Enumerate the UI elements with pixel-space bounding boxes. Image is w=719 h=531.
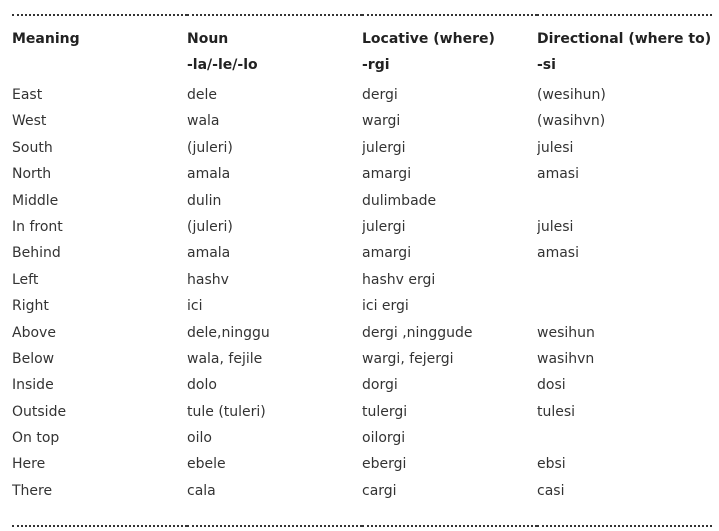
cell-directional: amasi [537,245,579,262]
cell-noun: wala, fejile [187,350,263,367]
cell-noun: wala [187,113,220,130]
cell-locative: ebergi [362,456,407,473]
cell-directional [537,270,712,296]
table-row [12,402,712,428]
cell-noun: hashv [187,271,229,288]
table-row [12,138,712,164]
cell-noun: ici [187,298,203,315]
cell-locative: dorgi [362,377,398,394]
cell-meaning: Above [12,324,56,341]
cell-noun: ebele [187,456,226,473]
table-body [12,85,712,526]
table-row [12,164,712,190]
cell-directional: wesihun [537,324,595,341]
table-row [12,217,712,243]
cell-directional: (wasihvn) [537,113,606,130]
table-row [12,270,712,296]
subheader-noun-suffix: -la/-le/-lo [187,57,258,73]
cell-locative: julergi [362,218,406,235]
cell-locative: wargi [362,113,401,130]
cell-locative: julergi [362,139,406,156]
cell-directional: amasi [537,166,579,183]
cell-locative: cargi [362,481,537,526]
table-row [12,481,712,526]
cell-directional [537,191,712,217]
table-row [12,428,712,454]
cell-noun: dele [187,87,218,103]
cell-directional: casi [537,481,712,526]
cell-locative: ici ergi [362,298,409,315]
cell-meaning: Inside [12,377,54,394]
cell-noun: tule (tuleri) [187,403,266,420]
cell-locative: tulergi [362,403,408,420]
cell-meaning: Outside [12,403,67,420]
cell-meaning: Middle [12,192,59,209]
cell-meaning: Behind [12,245,61,262]
table-row [12,85,712,111]
subheader-directional-suffix: -si [537,57,556,73]
cell-noun: dele,ninggu [187,324,270,341]
cell-noun: dolo [187,377,217,394]
table-row [12,296,712,322]
cell-noun: (juleri) [187,139,233,156]
cell-directional: wasihvn [537,350,595,367]
cell-meaning: In front [12,218,63,235]
cell-meaning: On top [12,430,60,447]
cell-directional: tulesi [537,403,576,420]
cell-noun: dulin [187,192,222,209]
cell-locative: dergi [362,87,398,103]
table-header [12,15,712,85]
subheader-meaning [12,55,187,85]
cell-locative: amargi [362,166,412,183]
header-locative: Locative (where) [362,15,537,55]
cell-noun: amala [187,166,231,183]
cell-locative: hashv ergi [362,271,436,288]
cell-meaning: There [12,481,187,526]
header-meaning: Meaning [12,15,187,55]
cell-meaning: Right [12,298,49,315]
cell-noun: amala [187,245,231,262]
direction-table-container [12,14,712,527]
direction-words-table [12,14,712,527]
cell-meaning: South [12,139,53,156]
cell-meaning: North [12,166,52,183]
cell-meaning: Below [12,350,55,367]
table-row [12,243,712,269]
cell-directional: ebsi [537,456,566,473]
cell-meaning: East [12,87,43,103]
subheader-locative-suffix: -rgi [362,57,390,73]
cell-locative: dergi ,ninggude [362,324,473,341]
table-row [12,111,712,137]
subheader-row [12,55,712,85]
cell-noun: (juleri) [187,218,233,235]
cell-meaning: West [12,113,47,130]
cell-directional: dosi [537,377,566,394]
cell-locative: dulimbade [362,192,437,209]
cell-noun: cala [187,481,362,526]
header-directional: Directional (where to) [537,15,712,55]
cell-meaning: Here [12,456,46,473]
cell-locative: wargi, fejergi [362,350,454,367]
cell-locative: oilorgi [362,430,406,447]
cell-noun: oilo [187,430,212,447]
cell-locative: amargi [362,245,412,262]
table-row [12,323,712,349]
cell-directional [537,296,712,322]
header-noun: Noun [187,15,362,55]
table-row [12,349,712,375]
cell-directional [537,428,712,454]
cell-directional: julesi [537,139,574,156]
header-row [12,15,712,55]
table-row [12,191,712,217]
cell-directional: (wesihun) [537,87,606,103]
cell-meaning: Left [12,271,39,288]
table-row [12,375,712,401]
table-row [12,454,712,480]
cell-directional: julesi [537,218,574,235]
